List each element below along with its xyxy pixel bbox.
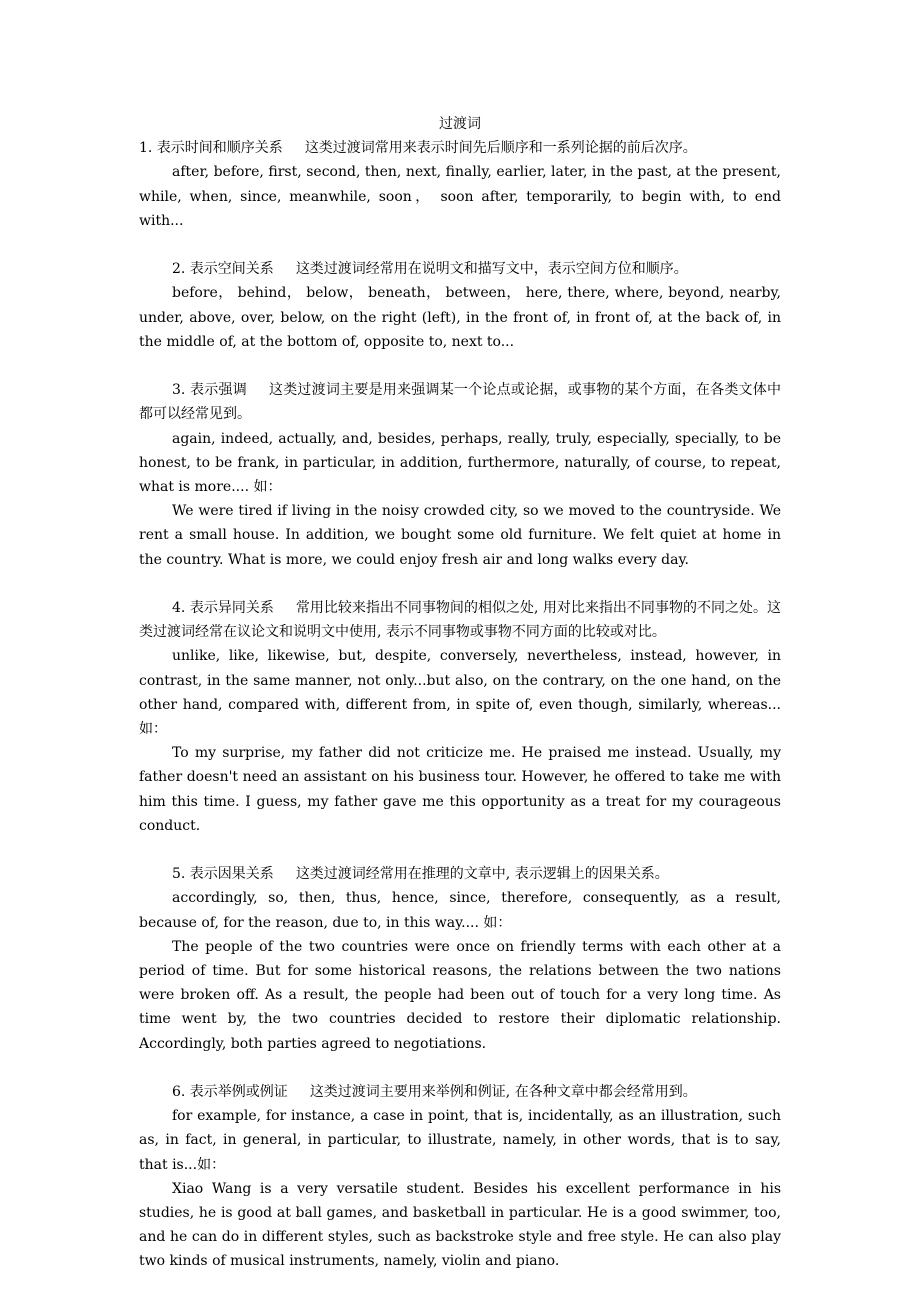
- section-4-example: To my surprise, my father did not criticize me. He praised me instead. Usually, my father doesn't need an assistant on his business tour. However, he offered to take me with him this time. I guess, my father gave me this opportunity as a treat for my courageous conduct.: [139, 745, 781, 834]
- section-6-example: Xiao Wang is a very versatile student. Besides his excellent performance in his studies, he is good at ball games, and basketball in particular. He is a good swimmer, too, and he can do in different styles, such as backstroke style and free style. He can also play two kinds of musical instruments, namely, violin and piano.: [139, 1180, 781, 1270]
- section-2-words: before， behind， below， beneath， between， here, there, where, beyond, nearby, under, above, over, below, on the right (left), in the front of, in front of, at the back of, in the middle of, at the bottom of, opposite to, next to...: [139, 285, 781, 350]
- section-1-heading: [139, 136, 781, 160]
- section-5-heading: [139, 862, 781, 886]
- section-description: 常用比较来指出不同事物间的相似之处, 用对比来指出不同事物的不同之处。这类过渡词经常在议论文和说明文中使用, 表示不同事物或事物不同方面的比较或对比。: [139, 600, 781, 641]
- spacer: [139, 1056, 781, 1080]
- section-heading: 2. 表示空间关系: [172, 261, 274, 278]
- section-description: 这类过渡词经常用在推理的文章中, 表示逻辑上的因果关系。: [295, 866, 669, 883]
- document-page: [139, 112, 781, 1274]
- section-heading: 6. 表示举例或例证: [172, 1084, 288, 1101]
- section-description: 这类过渡词主要用来举例和例证, 在各种文章中都会经常用到。: [309, 1084, 697, 1101]
- section-description: 这类过渡词经常用在说明文和描写文中，表示空间方位和顺序。: [295, 261, 688, 278]
- section-2-heading: [139, 257, 781, 281]
- section-heading: 4. 表示异同关系: [172, 600, 274, 616]
- section-3-words: again, indeed, actually, and, besides, perhaps, really, truly, especially, specially, to be honest, to be frank, in particular, in addition, furthermore, naturally, of course, to repeat, what is more.... 如：: [139, 430, 781, 495]
- section-4-words: unlike, like, likewise, but, despite, conversely, nevertheless, instead, however, in contrast, in the same manner, not only...but also, on the contrary, on the one hand, on the other hand, compared with, different from, in spite of, even though, similarly, whereas...如：: [139, 648, 781, 738]
- section-description: 这类过渡词常用来表示时间先后顺序和一系列论据的前后次序。: [304, 140, 697, 157]
- page-title: 过渡词: [439, 116, 481, 132]
- section-heading: 3. 表示强调: [172, 382, 247, 399]
- section-heading: 1. 表示时间和顺序关系: [139, 140, 283, 157]
- section-5-words: accordingly, so, then, thus, hence, since, therefore, consequently, as a result, because of, for the reason, due to, in this way.... 如：: [139, 890, 781, 931]
- section-6-heading: [139, 1080, 781, 1104]
- section-heading: 5. 表示因果关系: [172, 866, 274, 883]
- section-4-heading: [139, 596, 781, 644]
- section-5-example: The people of the two countries were once on friendly terms with each other at a period of time. But for some historical reasons, the relations between the two nations were broken off. As a result, the people had been out of touch for a very long time. As time went by, the two countries decided to restore their diplomatic relationship. Accordingly, both parties agreed to negotiations.: [139, 938, 781, 1052]
- section-6-words: for example, for instance, a case in point, that is, incidentally, as an illustration, such as, in fact, in general, in particular, to illustrate, namely, in other words, that is to say, that is...如：: [139, 1108, 781, 1173]
- spacer: [139, 354, 781, 378]
- section-1-words: after, before, first, second, then, next, finally, earlier, later, in the past, at the present, while, when, since, meanwhile, soon， soon after, temporarily, to begin with, to end with...: [139, 164, 781, 229]
- section-description: 这类过渡词主要是用来强调某一个论点或论据，或事物的某个方面，在各类文体中都可以经常见到。: [139, 382, 782, 423]
- spacer: [139, 233, 781, 257]
- spacer: [139, 572, 781, 596]
- section-3-heading: [139, 378, 781, 426]
- section-3-example: We were tired if living in the noisy crowded city, so we moved to the countryside. We rent a small house. In addition, we bought some old furniture. We felt quiet at home in the country. What is more, we could enjoy fresh air and long walks every day.: [139, 503, 781, 568]
- spacer: [139, 838, 781, 862]
